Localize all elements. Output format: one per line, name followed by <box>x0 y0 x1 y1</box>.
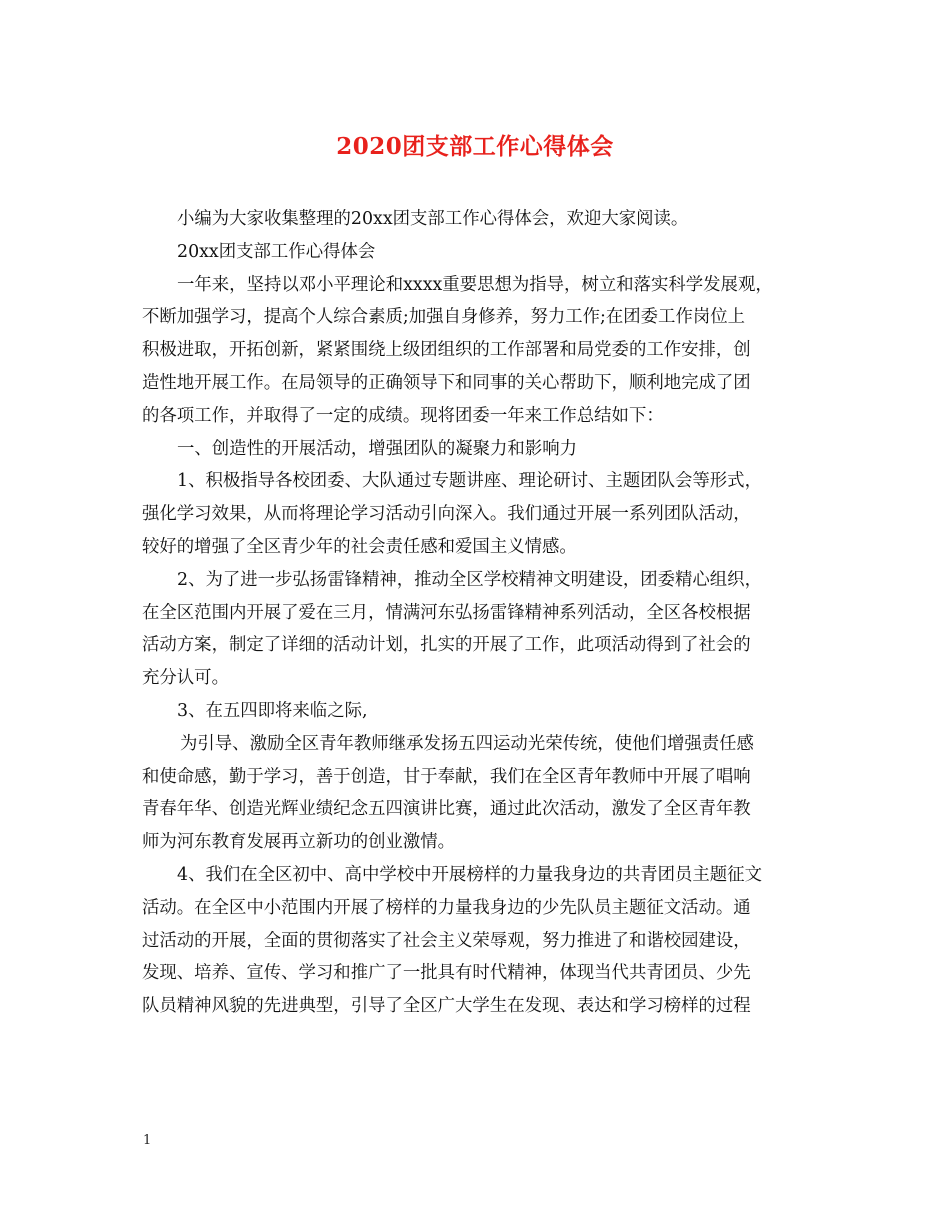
paragraph-line: 师为河东教育发展再立新功的创业激情。 <box>142 832 456 853</box>
paragraph-line: 较好的增强了全区青少年的社会责任感和爱国主义情感。 <box>142 536 577 557</box>
paragraph-line: 为引导、激励全区青年教师继承发扬五四运动光荣传统，使他们增强责任感 <box>180 733 754 754</box>
document-body <box>142 203 824 1023</box>
paragraph-line: 在全区范围内开展了爱在三月，情满河东弘扬雷锋精神系列活动，全区各校根据 <box>142 602 751 623</box>
document-title: 2020团支部工作心得体会 <box>336 133 614 160</box>
paragraph-line: 过活动的开展，全面的贯彻落实了社会主义荣辱观，努力推进了和谐校园建设， <box>142 930 751 951</box>
page-number: 1 <box>143 1133 152 1148</box>
paragraph-line: 和使命感，勤于学习，善于创造，甘于奉献，我们在全区青年教师中开展了唱响 <box>142 766 751 787</box>
paragraph-line: 活动方案，制定了详细的活动计划，扎实的开展了工作，此项活动得到了社会的 <box>142 635 751 656</box>
paragraph-line: 一年来，坚持以邓小平理论和xxxx重要思想为指导，树立和落实科学发展观， <box>177 274 773 295</box>
paragraph-line: 强化学习效果，从而将理论学习活动引向深入。我们通过开展一系列团队活动， <box>142 504 751 525</box>
paragraph-line: 不断加强学习，提高个人综合素质;加强自身修养，努力工作;在团委工作岗位上 <box>142 307 746 328</box>
paragraph-line: 发现、培养、宣传、学习和推广了一批具有时代精神，体现当代共青团员、少先 <box>142 963 751 984</box>
paragraph-line: 3、在五四即将来临之际, <box>177 700 368 721</box>
paragraph-line: 的各项工作，并取得了一定的成绩。现将团委一年来工作总结如下： <box>142 405 664 426</box>
paragraph-line: 积极进取，开拓创新，紧紧围绕上级团组织的工作部署和局党委的工作安排，创 <box>142 340 751 361</box>
section-heading: 一、创造性的开展活动，增强团队的凝聚力和影响力 <box>177 438 577 459</box>
paragraph-line: 青春年华、创造光辉业绩纪念五四演讲比赛，通过此次活动，激发了全区青年教 <box>142 799 751 820</box>
paragraph-line: 4、我们在全区初中、高中学校中开展榜样的力量我身边的共青团员主题征文 <box>177 864 762 885</box>
paragraph-line: 队员精神风貌的先进典型，引导了全区广大学生在发现、表达和学习榜样的过程 <box>142 996 751 1017</box>
paragraph-line: 活动。在全区中小范围内开展了榜样的力量我身边的少先队员主题征文活动。通 <box>142 897 751 918</box>
subtitle-line: 20xx团支部工作心得体会 <box>177 241 376 262</box>
paragraph-line: 1、积极指导各校团委、大队通过专题讲座、理论研讨、主题团队会等形式， <box>177 471 762 492</box>
paragraph-line: 2、为了进一步弘扬雷锋精神，推动全区学校精神文明建设，团委精心组织， <box>177 569 762 590</box>
paragraph-line: 造性地开展工作。在局领导的正确领导下和同事的关心帮助下，顺利地完成了团 <box>142 372 751 393</box>
paragraph-line: 充分认可。 <box>142 668 229 689</box>
intro-line: 小编为大家收集整理的20xx团支部工作心得体会，欢迎大家阅读。 <box>177 209 689 229</box>
